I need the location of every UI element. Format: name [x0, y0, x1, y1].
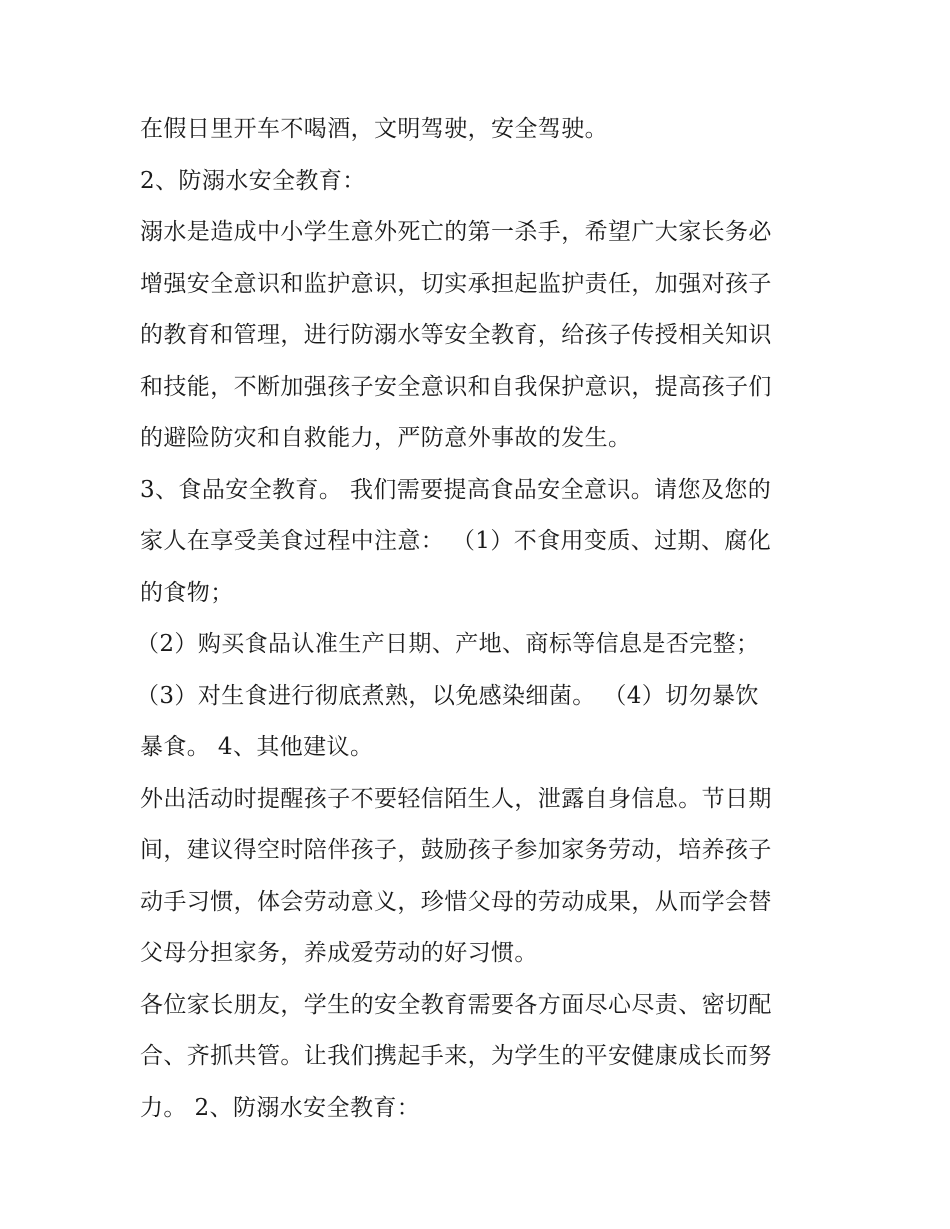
- text-line: 动手习惯，体会劳动意义，珍惜父母的劳动成果，从而学会替: [140, 888, 772, 915]
- text-line: 暴食。 4、其他建议。: [140, 734, 374, 760]
- text-line: 间，建议得空时陪伴孩子，鼓励孩子参加家务劳动，培养孩子: [140, 837, 772, 863]
- section-heading-drowning: 2、防溺水安全教育：: [140, 167, 366, 194]
- text-line: 外出活动时提醒孩子不要轻信陌生人，泄露自身信息。节日期: [140, 785, 772, 812]
- text-line: 父母分担家务，养成爱劳动的好习惯。: [140, 940, 538, 966]
- text-line: 的教育和管理，进行防溺水等安全教育，给孩子传授相关知识: [140, 322, 772, 348]
- text-line: （3）对生食进行彻底煮熟，以免感染细菌。 （4）切勿暴饮: [136, 682, 759, 709]
- section-heading-food-safety: 3、食品安全教育。 我们需要提高食品安全意识。请您及您的: [140, 476, 772, 503]
- text-line: 合、齐抓共管。让我们携起手来，为学生的平安健康成长而努: [140, 1043, 772, 1069]
- text-line: 和技能，不断加强孩子安全意识和自我保护意识，提高孩子们: [140, 373, 772, 400]
- text-line: 增强安全意识和监护意识，切实承担起监护责任，加强对孩子: [140, 270, 772, 297]
- text-line: （2）购买食品认准生产日期、产地、商标等信息是否完整；: [136, 631, 760, 657]
- text-line: 的食物；: [140, 579, 234, 606]
- text-line: 溺水是造成中小学生意外死亡的第一杀手，希望广大家长务必: [140, 219, 772, 245]
- text-line: 家人在享受美食过程中注意： （1）不食用变质、过期、腐化: [140, 528, 772, 554]
- text-line: 各位家长朋友，学生的安全教育需要各方面尽心尽责、密切配: [140, 991, 772, 1018]
- text-line: 的避险防灾和自救能力，严防意外事故的发生。: [140, 425, 632, 451]
- text-line: 力。 2、防溺水安全教育：: [140, 1094, 421, 1121]
- text-line: 在假日里开车不喝酒，文明驾驶，安全驾驶。: [140, 116, 608, 142]
- document-body: [136, 104, 815, 1134]
